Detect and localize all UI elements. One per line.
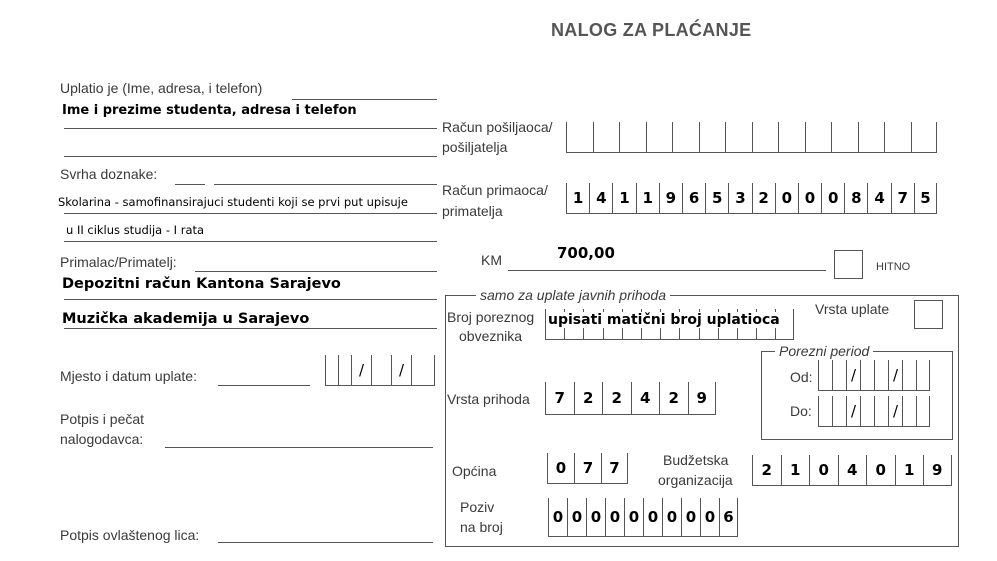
sender-account-digit-13[interactable]: [884, 122, 911, 152]
currency-label: KM: [481, 252, 502, 268]
revenue-type-digit-3[interactable]: 2: [602, 382, 631, 414]
purpose-label: Svrha doznake:: [60, 166, 158, 182]
tax-id-label-2: obveznika: [459, 328, 523, 344]
reference-digit-9[interactable]: 0: [700, 498, 719, 536]
revenue-type-boxes[interactable]: [545, 382, 716, 415]
budget-org-label-2: organizacija: [658, 472, 733, 488]
budget-org-digit-7[interactable]: 9: [923, 455, 952, 485]
recipient-account-digit-2[interactable]: 4: [589, 183, 612, 213]
payer-value[interactable]: Ime i prezime studenta, adresa i telefon: [62, 103, 357, 118]
reference-digit-5[interactable]: 0: [624, 498, 643, 536]
recipient-account-digit-4[interactable]: 1: [636, 183, 659, 213]
recipient-label: Primalac/Primatelj:: [60, 254, 177, 270]
period-from-sep-2: /: [888, 360, 902, 390]
period-from-label: Od:: [790, 369, 813, 385]
sender-account-digit-9[interactable]: [778, 122, 805, 152]
recipient-value-2[interactable]: Muzička akademija u Sarajevo: [62, 311, 310, 327]
budget-org-label-1: Budžetska: [663, 452, 729, 468]
municipality-digit-2[interactable]: 7: [574, 453, 601, 483]
tax-period-title: Porezni period: [775, 343, 873, 359]
sender-account-digit-14[interactable]: [911, 122, 938, 152]
payment-type-box[interactable]: [914, 300, 943, 329]
reference-digit-8[interactable]: 0: [681, 498, 700, 536]
sender-account-digit-4[interactable]: [646, 122, 673, 152]
auth-signature-line[interactable]: [218, 542, 433, 543]
reference-digit-4[interactable]: 0: [605, 498, 624, 536]
municipality-digit-1[interactable]: 0: [547, 453, 574, 483]
recipient-account-digit-8[interactable]: 3: [728, 183, 751, 213]
sender-account-boxes[interactable]: [566, 122, 937, 153]
revenue-type-digit-5[interactable]: 2: [659, 382, 688, 414]
amount-line: [508, 270, 826, 271]
reference-digit-7[interactable]: 0: [662, 498, 681, 536]
reference-number-boxes[interactable]: [548, 498, 738, 537]
recipient-account-digit-13[interactable]: 8: [844, 183, 867, 213]
reference-label-2: na broj: [460, 519, 503, 535]
sender-account-digit-3[interactable]: [619, 122, 646, 152]
recipient-account-digit-5[interactable]: 9: [659, 183, 682, 213]
municipality-label: Općina: [452, 463, 497, 479]
recipient-account-digit-12[interactable]: 0: [821, 183, 844, 213]
purpose-line-3: [64, 241, 437, 242]
date-separator-1: /: [351, 355, 371, 385]
reference-digit-1[interactable]: 0: [548, 498, 567, 536]
period-to-sep-2: /: [888, 396, 902, 426]
signature-line[interactable]: [165, 447, 433, 448]
purpose-value-1[interactable]: Skolarina - samofinansirajuci studenti koji se prvi put upisuje: [58, 195, 408, 209]
purpose-value-2[interactable]: u II ciklus studija - I rata: [66, 223, 205, 237]
reference-label-1: Poziv: [460, 499, 495, 515]
place-line: [218, 385, 310, 386]
recipient-account-digit-11[interactable]: 0: [798, 183, 821, 213]
auth-signature-label: Potpis ovlaštenog lica:: [60, 527, 200, 543]
recipient-line-1: [195, 271, 437, 272]
recipient-line-2: [64, 299, 437, 300]
sender-account-label-1: Račun pošiljaoca/: [442, 119, 553, 135]
period-to-boxes[interactable]: [818, 396, 930, 427]
reference-digit-3[interactable]: 0: [586, 498, 605, 536]
amount-value[interactable]: 700,00: [557, 244, 615, 262]
recipient-account-digit-14[interactable]: 4: [867, 183, 890, 213]
recipient-account-digit-10[interactable]: 0: [775, 183, 798, 213]
sender-account-digit-5[interactable]: [672, 122, 699, 152]
recipient-account-digit-9[interactable]: 2: [752, 183, 775, 213]
reference-digit-6[interactable]: 0: [643, 498, 662, 536]
revenue-type-label: Vrsta prihoda: [447, 391, 530, 407]
period-from-boxes[interactable]: [818, 360, 930, 391]
recipient-account-digit-15[interactable]: 7: [891, 183, 914, 213]
purpose-line-2: [64, 213, 437, 214]
revenue-type-digit-6[interactable]: 9: [688, 382, 717, 414]
sender-account-label-2: pošiljatelja: [442, 139, 508, 155]
recipient-line-3: [64, 328, 437, 329]
purpose-line-a: [175, 184, 205, 185]
place-date-label: Mjesto i datum uplate:: [60, 368, 197, 384]
date-boxes[interactable]: [325, 355, 435, 386]
payer-line-3: [64, 156, 437, 157]
budget-org-digit-1[interactable]: 2: [752, 455, 781, 485]
form-title: NALOG ZA PLAĆANJE: [551, 20, 752, 40]
urgent-label: HITNO: [876, 261, 911, 273]
sender-account-digit-7[interactable]: [725, 122, 752, 152]
budget-org-digit-6[interactable]: 1: [895, 455, 924, 485]
period-to-sep-1: /: [846, 396, 860, 426]
recipient-account-digit-3[interactable]: 1: [612, 183, 635, 213]
reference-digit-2[interactable]: 0: [567, 498, 586, 536]
sender-account-digit-12[interactable]: [858, 122, 885, 152]
revenue-type-digit-1[interactable]: 7: [545, 382, 574, 414]
recipient-account-digit-6[interactable]: 6: [682, 183, 705, 213]
sender-account-digit-1[interactable]: [566, 122, 593, 152]
sender-account-digit-8[interactable]: [752, 122, 779, 152]
recipient-account-digit-7[interactable]: 5: [705, 183, 728, 213]
public-revenue-title: samo za uplate javnih prihoda: [476, 287, 670, 303]
budget-org-digit-4[interactable]: 4: [838, 455, 867, 485]
revenue-type-digit-2[interactable]: 2: [574, 382, 603, 414]
budget-org-digit-3[interactable]: 0: [809, 455, 838, 485]
signature-label-1: Potpis i pečat: [60, 411, 145, 427]
reference-digit-10[interactable]: 6: [719, 498, 738, 536]
sender-account-digit-2[interactable]: [593, 122, 620, 152]
budget-org-digit-5[interactable]: 0: [866, 455, 895, 485]
budget-org-boxes[interactable]: [752, 455, 952, 486]
budget-org-digit-2[interactable]: 1: [781, 455, 810, 485]
payer-line-2: [64, 128, 437, 129]
sender-account-digit-10[interactable]: [805, 122, 832, 152]
municipality-digit-3[interactable]: 7: [601, 453, 628, 483]
recipient-account-label-1: Račun primaoca/: [442, 182, 548, 198]
purpose-line-b: [214, 184, 437, 185]
signature-label-2: nalogodavca:: [60, 431, 144, 447]
tax-id-label-1: Broj poreznog: [447, 309, 535, 325]
urgent-checkbox[interactable]: [834, 250, 863, 279]
municipality-boxes[interactable]: [547, 453, 628, 484]
revenue-type-digit-4[interactable]: 4: [631, 382, 660, 414]
sender-account-digit-11[interactable]: [831, 122, 858, 152]
payment-type-label: Vrsta uplate: [815, 301, 890, 317]
recipient-value-1[interactable]: Depozitni račun Kantona Sarajevo: [62, 276, 341, 292]
recipient-account-boxes[interactable]: [566, 183, 937, 214]
recipient-account-digit-1[interactable]: 1: [566, 183, 589, 213]
period-from-sep-1: /: [846, 360, 860, 390]
recipient-account-digit-16[interactable]: 5: [914, 183, 937, 213]
period-to-label: Do:: [790, 403, 812, 419]
date-separator-2: /: [391, 355, 411, 385]
payer-label: Uplatio je (Ime, adresa, i telefon): [60, 80, 263, 96]
sender-account-digit-6[interactable]: [699, 122, 726, 152]
recipient-account-label-2: primatelja: [442, 203, 503, 219]
payer-line-1: [292, 99, 437, 100]
tax-id-value: upisati matični broj uplatioca: [548, 312, 780, 328]
